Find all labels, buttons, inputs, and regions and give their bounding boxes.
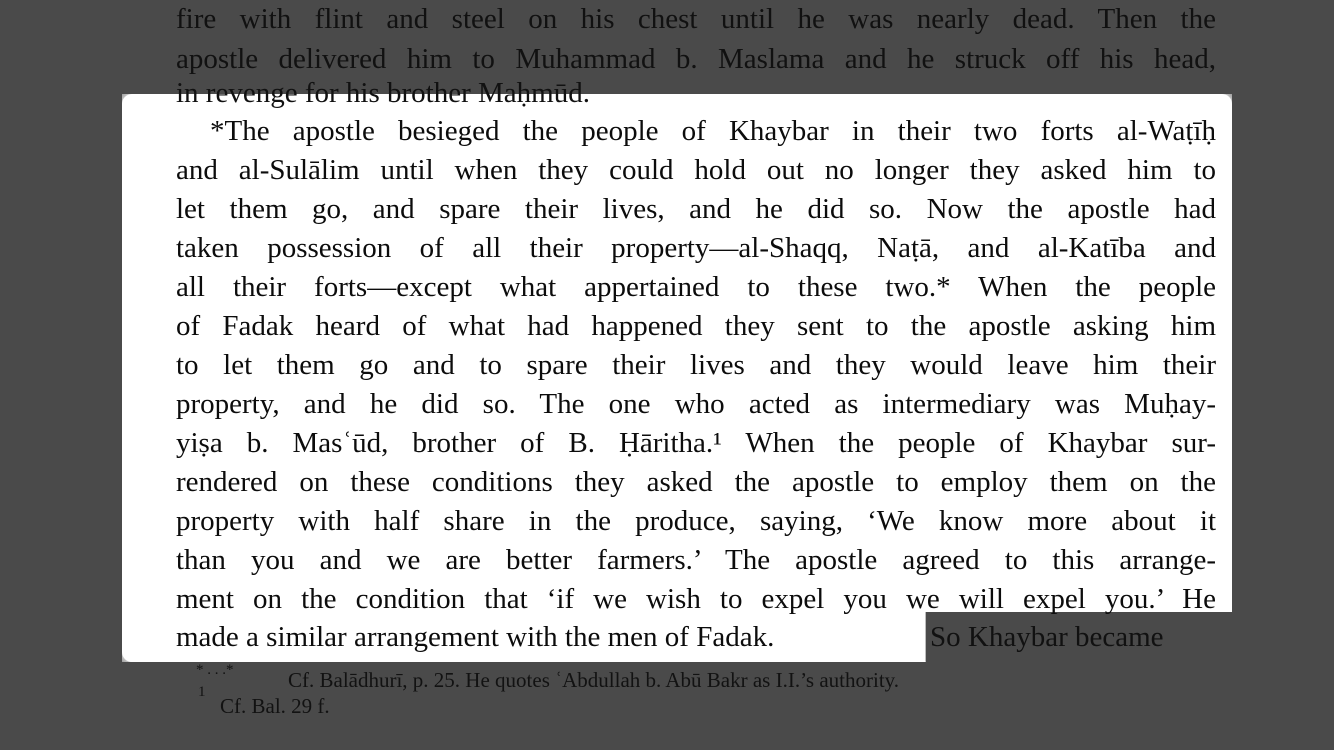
text-line: let them go, and spare their lives, and he did so. Now the apostle had — [176, 193, 1216, 225]
text-line: made a similar arrangement with the men of Fadak. — [176, 621, 775, 653]
text-line: ment on the condition that ‘if we wish to expel you we will expel you.’ He — [176, 583, 1216, 615]
footnote-marker: * . . .* — [196, 662, 234, 678]
text-line: in revenge for his brother Maḥmūd. — [176, 77, 590, 109]
text-line-continuation: So Khaybar became — [930, 621, 1164, 653]
text-line: property with half share in the produce, saying, ‘We know more about it — [176, 505, 1216, 537]
text-line: taken possession of all their property—al-Shaqq, Naṭā, and al-Katība and — [176, 232, 1216, 264]
footnote-text: Cf. Bal. 29 f. — [220, 694, 330, 718]
footnote-text: Cf. Balādhurī, p. 25. He quotes ʿAbdullah b. Abū Bakr as I.I.’s authority. — [288, 668, 900, 692]
text-line: of Fadak heard of what had happened they sent to the apostle asking him — [176, 310, 1216, 342]
text-line: fire with flint and steel on his chest until he was nearly dead. Then the — [176, 3, 1216, 35]
text-line: to let them go and to spare their lives and they would leave him their — [176, 349, 1216, 381]
text-line: *The apostle besieged the people of Khaybar in their two forts al-Waṭīḥ — [210, 115, 1216, 147]
text-line: yiṣa b. Masʿūd, brother of B. Ḥāritha.¹ When the people of Khaybar sur- — [176, 427, 1216, 459]
text-line: property, and he did so. The one who acted as intermediary was Muḥay- — [176, 388, 1216, 420]
footnote-marker: 1 — [198, 684, 206, 700]
text-line: rendered on these conditions they asked the apostle to employ them on the — [176, 466, 1216, 498]
text-line: apostle delivered him to Muhammad b. Maslama and he struck off his head, — [176, 43, 1216, 75]
text-line: all their forts—except what appertained to these two.* When the people — [176, 271, 1216, 303]
text-line: and al-Sulālim until when they could hold out no longer they asked him to — [176, 154, 1216, 186]
text-line: than you and we are better farmers.’ The apostle agreed to this arrange- — [176, 544, 1216, 576]
